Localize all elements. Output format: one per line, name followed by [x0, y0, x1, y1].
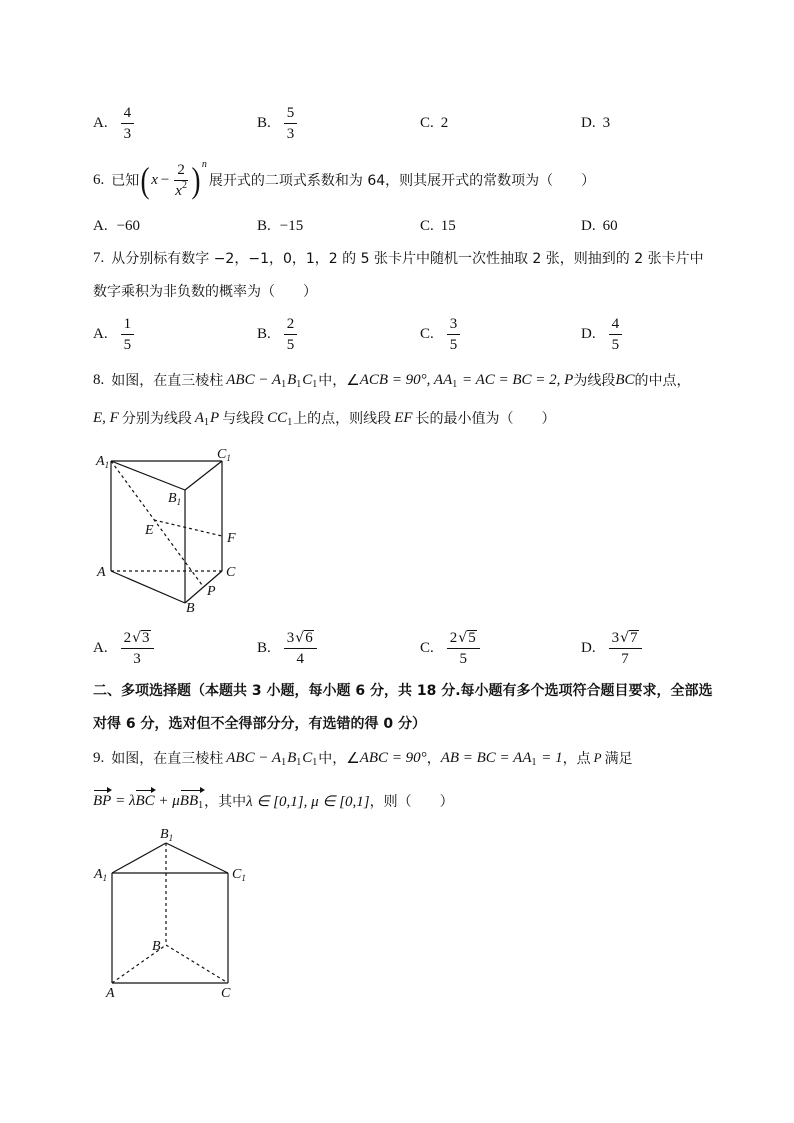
edge-b1-c1 — [185, 461, 222, 490]
subscript: 1 — [281, 756, 287, 768]
text-segment: 分别为线段 — [121, 411, 192, 427]
section-heading-line-1 — [93, 680, 713, 700]
denominator: 5 — [611, 336, 620, 353]
text-segment: 的中点， — [634, 373, 691, 389]
option-label: B. — [257, 325, 271, 342]
math-segment: ABC − A — [226, 371, 282, 388]
text-segment: 如图，在直三棱柱 — [111, 373, 224, 389]
label-p: P — [207, 584, 216, 599]
option-label: B. — [257, 639, 271, 656]
label-c: C — [221, 986, 231, 1001]
question-7-line-1 — [93, 248, 704, 268]
subscript: 1 — [312, 756, 318, 768]
q5-option-c — [420, 113, 448, 133]
question-number: 9. — [93, 749, 105, 766]
question-number: 8. — [93, 371, 105, 388]
option-value: −15 — [279, 217, 304, 234]
text-segment: 中， — [318, 373, 347, 389]
math-segment: P — [210, 409, 220, 426]
radicand: 6 — [305, 629, 313, 646]
math-segment: BP — [93, 792, 112, 809]
math-segment: BC — [615, 371, 635, 388]
label-b1: $B_1$ — [168, 491, 182, 507]
denominator — [175, 181, 187, 200]
option-label: D. — [581, 639, 596, 656]
fraction — [447, 315, 461, 354]
radicand: 5 — [468, 629, 476, 646]
text-segment: 上的点，则线段 — [293, 411, 392, 427]
text-segment: 满足 — [604, 751, 633, 767]
math-segment: = 1 — [537, 749, 563, 766]
label-c: C — [226, 565, 236, 580]
q8-option-b — [257, 626, 319, 670]
option-label: D. — [581, 325, 596, 342]
subscript: 1 — [296, 756, 302, 768]
prism-figure-q8 — [90, 440, 250, 620]
radicand: 7 — [630, 629, 638, 646]
edge-b-c-hidden — [166, 945, 228, 983]
math-segment: AB = BC = AA — [440, 749, 532, 766]
label-a: A — [97, 565, 106, 580]
option-label: C. — [420, 114, 434, 131]
numerator — [609, 629, 642, 649]
text-segment: 与线段 — [222, 411, 265, 427]
minus-sign: − — [160, 171, 170, 188]
fraction — [284, 315, 298, 354]
denominator: 3 — [133, 650, 141, 667]
subscript: 1 — [204, 416, 209, 428]
fraction — [174, 161, 188, 200]
subscript: 1 — [281, 378, 287, 390]
label-a1: $A_1$ — [94, 867, 108, 883]
radical-sign: √ — [132, 629, 142, 646]
section-heading: 二、多项选择题（本题共 3 小题，每小题 6 分，共 18 分.每小题有多个选项符合题目要求，全部选 — [93, 683, 713, 699]
label-f: F — [227, 531, 236, 546]
q7-option-d — [581, 314, 624, 354]
option-value: 15 — [440, 217, 456, 234]
math-segment: C — [302, 371, 313, 388]
numerator: 2 — [284, 315, 298, 335]
label-a1: $A_1$ — [96, 454, 110, 470]
numerator: 2 — [174, 161, 188, 181]
coefficient: 3 — [611, 629, 620, 646]
subscript: 1 — [312, 378, 318, 390]
q8-option-d — [581, 626, 644, 670]
coefficient: 3 — [286, 629, 295, 646]
math-segment: A — [194, 409, 204, 426]
coefficient: 2 — [449, 629, 458, 646]
variable-x: x — [151, 171, 158, 188]
numerator: 5 — [284, 104, 298, 124]
q5-option-b — [257, 103, 299, 143]
math-segment: B — [287, 749, 297, 766]
option-value: −60 — [116, 217, 141, 234]
math-segment: BC — [135, 792, 155, 809]
math-segment: + μ — [154, 792, 180, 809]
fraction — [284, 104, 298, 143]
label-c1: $C_1$ — [217, 447, 231, 463]
numerator — [447, 629, 480, 649]
text-segment: ， — [426, 751, 441, 767]
radical-sign: √ — [620, 629, 630, 646]
label-a: A — [106, 986, 115, 1001]
option-label: C. — [420, 639, 434, 656]
angle-symbol: ∠ — [346, 372, 360, 389]
math-segment: B — [287, 371, 297, 388]
question-9-line-2 — [93, 789, 454, 813]
q7-option-c — [420, 314, 462, 354]
math-segment: C — [302, 749, 313, 766]
math-segment: ABC − A — [226, 749, 282, 766]
text-segment: 为线段 — [573, 373, 616, 389]
option-label: A. — [93, 639, 108, 656]
question-8-line-1 — [93, 369, 691, 391]
question-number: 7. — [93, 249, 105, 266]
label-b1: $B_1$ — [160, 827, 174, 843]
vector-bc — [135, 793, 154, 810]
denominator-exponent: 2 — [181, 179, 187, 191]
math-segment: ABC = 90° — [359, 749, 427, 766]
power-exponent: n — [201, 158, 207, 170]
math-segment: EF — [394, 409, 413, 426]
numerator — [121, 629, 154, 649]
question-7-line-2 — [93, 281, 317, 301]
denominator: 5 — [459, 650, 467, 667]
numerator: 3 — [447, 315, 461, 335]
option-label: D. — [581, 217, 596, 234]
fraction — [121, 629, 154, 668]
subscript: 1 — [287, 416, 293, 428]
section-heading: 对得 6 分，选对但不全得部分分，有选错的得 0 分） — [93, 716, 426, 732]
stem-text: 已知 — [111, 173, 140, 189]
fraction — [284, 629, 317, 668]
label-c1: $C_1$ — [232, 867, 246, 883]
option-label: A. — [93, 114, 108, 131]
edge-b1-c1 — [166, 843, 228, 873]
option-value: 3 — [602, 114, 611, 131]
label-e: E — [145, 523, 154, 538]
q6-option-c — [420, 216, 456, 236]
denominator: 3 — [123, 125, 132, 142]
paren-close: ) — [191, 160, 201, 200]
angle-symbol: ∠ — [346, 750, 360, 767]
fraction — [609, 629, 642, 668]
q8-option-a — [93, 626, 156, 670]
fraction — [609, 315, 623, 354]
text-segment: ，点 — [562, 751, 591, 767]
question-9-line-1 — [93, 747, 633, 769]
numerator: 4 — [121, 104, 135, 124]
stem-text: 展开式的二项式系数和为 64，则其展开式的常数项为（ ） — [208, 173, 596, 189]
denominator: 5 — [123, 336, 132, 353]
option-label: A. — [93, 217, 108, 234]
section-heading-line-2 — [93, 713, 426, 733]
text-segment: 长的最小值为（ ） — [415, 411, 556, 427]
q7-option-a — [93, 314, 136, 354]
question-number: 6. — [93, 171, 105, 188]
radical-sign: √ — [458, 629, 468, 646]
subscript: 1 — [452, 378, 458, 390]
math-segment: = AC = BC = 2, P — [458, 371, 574, 388]
prism-figure-q9 — [90, 820, 260, 1005]
q6-option-d — [581, 216, 618, 236]
numerator — [284, 629, 317, 649]
paren-open: ( — [140, 160, 150, 200]
label-b: B — [186, 601, 195, 616]
option-label: B. — [257, 217, 271, 234]
fraction — [447, 629, 480, 668]
numerator: 4 — [609, 315, 623, 335]
fraction — [121, 315, 135, 354]
subscript: 1 — [198, 799, 204, 811]
option-value: 2 — [440, 114, 449, 131]
subscript: 1 — [296, 378, 302, 390]
vector-bb1 — [180, 793, 204, 810]
radical-sign: √ — [295, 629, 305, 646]
q5-option-d — [581, 113, 610, 133]
option-label: C. — [420, 325, 434, 342]
denominator-base: x — [175, 182, 182, 199]
option-value: 60 — [602, 217, 618, 234]
denominator: 7 — [621, 650, 629, 667]
coefficient: 2 — [123, 629, 132, 646]
radicand: 3 — [142, 629, 150, 646]
question-8-line-2 — [93, 407, 556, 429]
option-label: B. — [257, 114, 271, 131]
stem-text: 从分别标有数字 −2，−1，0，1，2 的 5 张卡片中随机一次性抽取 2 张，则抽到的 2 张卡片中 — [111, 251, 704, 267]
denominator: 5 — [449, 336, 458, 353]
question-6-stem — [93, 156, 595, 204]
math-segment: P — [593, 750, 602, 765]
option-label: D. — [581, 114, 596, 131]
vector-bp — [93, 793, 111, 810]
math-segment: E, F — [93, 409, 119, 426]
label-b: B — [152, 939, 161, 954]
math-segment: = λ — [111, 792, 136, 809]
option-label: C. — [420, 217, 434, 234]
q7-option-b — [257, 314, 299, 354]
denominator: 5 — [286, 336, 295, 353]
text-segment: 中， — [318, 751, 347, 767]
text-segment: 如图，在直三棱柱 — [111, 751, 224, 767]
math-segment: ACB = 90°, AA — [359, 371, 453, 388]
segment-a1-p — [111, 461, 204, 587]
q6-option-b — [257, 216, 303, 236]
text-segment: ，则（ ） — [369, 794, 454, 810]
option-label: A. — [93, 325, 108, 342]
subscript: 1 — [531, 756, 537, 768]
stem-text: 数字乘积为非负数的概率为（ ） — [93, 284, 317, 300]
math-segment: BB — [179, 792, 199, 809]
q6-option-a — [93, 216, 140, 236]
edge-a-b — [111, 571, 185, 603]
q8-option-c — [420, 626, 482, 670]
denominator: 3 — [286, 125, 295, 142]
numerator: 1 — [121, 315, 135, 335]
text-segment: ，其中 — [204, 794, 247, 810]
edge-a1-b1 — [112, 843, 166, 873]
fraction — [121, 104, 135, 143]
math-segment: λ ∈ [0,1], μ ∈ [0,1] — [246, 793, 370, 810]
math-segment: CC — [267, 409, 288, 426]
denominator: 4 — [296, 650, 304, 667]
q5-option-a — [93, 103, 136, 143]
